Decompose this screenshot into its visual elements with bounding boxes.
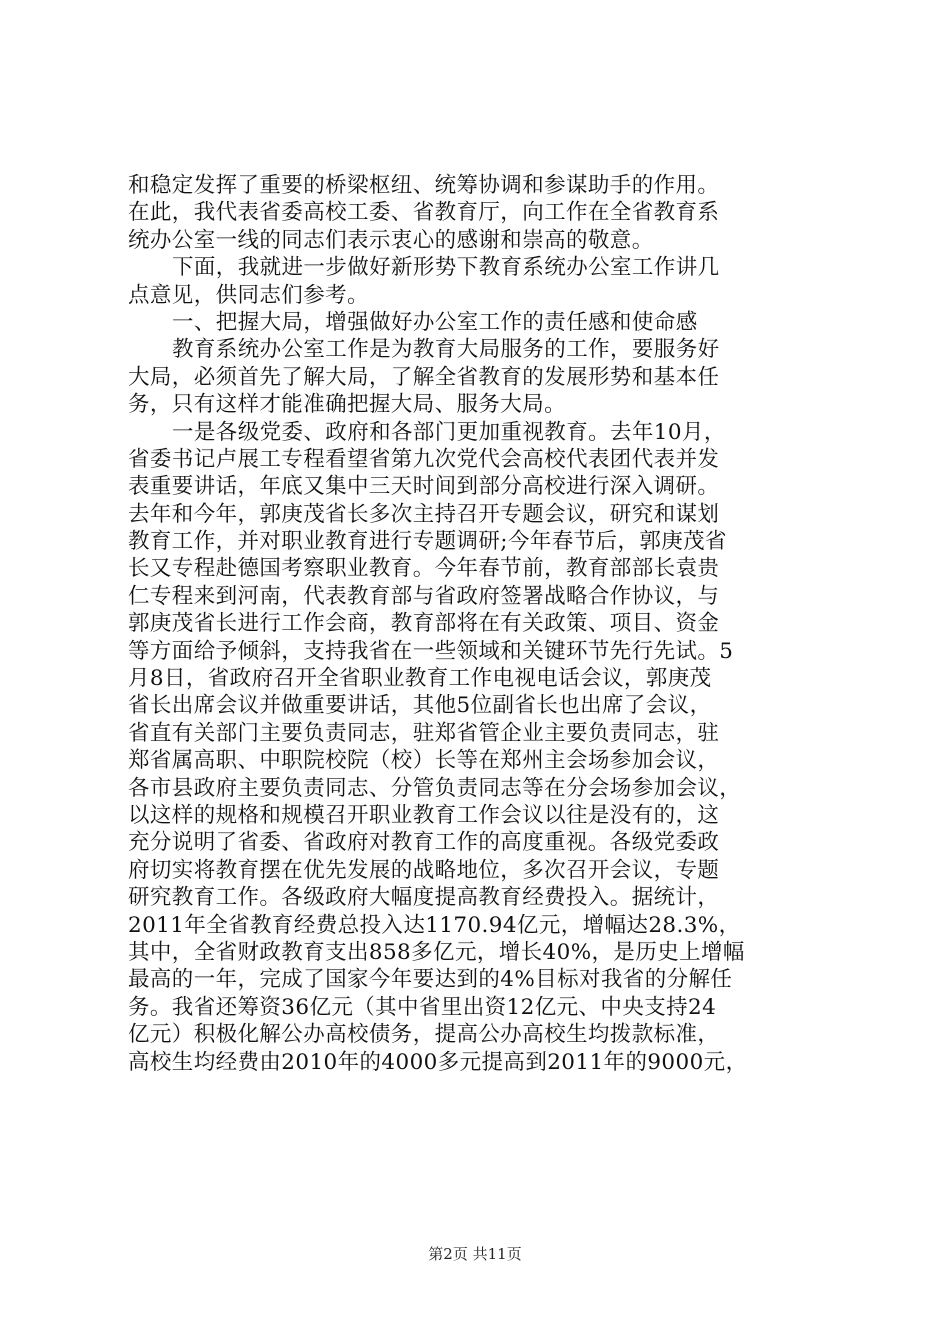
text-line: 2011年全省教育经费总投入达1170.94亿元，增幅达28.3%， bbox=[128, 912, 741, 938]
text-line: 各市县政府主要负责同志、分管负责同志等在分会场参加会议， bbox=[128, 775, 742, 801]
text-line: 其中，全省财政教育支出858多亿元，增长40%，是历史上增幅 bbox=[128, 939, 745, 965]
text-line: 务。我省还筹资36亿元（其中省里出资12亿元、中央支持24 bbox=[128, 994, 717, 1020]
text-line: 府切实将教育摆在优先发展的战略地位，多次召开会议，专题 bbox=[128, 857, 720, 883]
text-line: 表重要讲话，年底又集中三天时间到部分高校进行深入调研。 bbox=[128, 474, 720, 500]
text-line: 高校生均经费由2010年的4000多元提高到2011年的9000元， bbox=[128, 1049, 748, 1075]
text-line: 和稳定发挥了重要的桥梁枢纽、统筹协调和参谋助手的作用。 bbox=[128, 173, 720, 198]
text-line: 教育工作，并对职业教育进行专题调研;今年春节后，郭庚茂省 bbox=[128, 529, 727, 555]
text-line: 省委书记卢展工专程看望省第九次党代会高校代表团代表并发 bbox=[128, 446, 720, 472]
text-line: 统办公室一线的同志们表示衷心的感谢和崇高的敬意。 bbox=[128, 227, 654, 253]
text-line: 大局，必须首先了解大局，了解全省教育的发展形势和基本任 bbox=[128, 364, 720, 390]
text-line: 月8日，省政府召开全省职业教育工作电视电话会议，郭庚茂 bbox=[128, 666, 712, 692]
text-line: 等方面给予倾斜，支持我省在一些领域和关键环节先行先试。5 bbox=[128, 638, 734, 664]
section-heading: 一、把握大局，增强做好办公室工作的责任感和使命感 bbox=[172, 309, 698, 335]
text-line: 仁专程来到河南，代表教育部与省政府签署战略合作协议，与 bbox=[128, 583, 720, 609]
text-line: 研究教育工作。各级政府大幅度提高教育经费投入。据统计， bbox=[128, 885, 720, 911]
paragraph-first-line: 一是各级党委、政府和各部门更加重视教育。去年10月， bbox=[172, 419, 726, 445]
paragraph-first-line: 下面，我就进一步做好新形势下教育系统办公室工作讲几 bbox=[172, 255, 720, 281]
text-line: 以这样的规格和规模召开职业教育工作会议以往是没有的，这 bbox=[128, 802, 720, 828]
text-line: 务，只有这样才能准确把握大局、服务大局。 bbox=[128, 392, 567, 418]
text-line: 郭庚茂省长进行工作会商，教育部将在有关政策、项目、资金 bbox=[128, 611, 720, 637]
text-line: 在此，我代表省委高校工委、省教育厅，向工作在全省教育系 bbox=[128, 200, 720, 226]
text-line: 充分说明了省委、省政府对教育工作的高度重视。各级党委政 bbox=[128, 830, 720, 856]
paragraph-first-line: 教育系统办公室工作是为教育大局服务的工作，要服务好 bbox=[172, 337, 720, 363]
page-number-footer: 第2页 共11页 bbox=[428, 1245, 522, 1263]
text-line: 郑省属高职、中职院校院（校）长等在郑州主会场参加会议， bbox=[128, 748, 720, 774]
text-line: 省长出席会议并做重要讲话，其他5位副省长也出席了会议， bbox=[128, 693, 712, 719]
text-line: 去年和今年，郭庚茂省长多次主持召开专题会议，研究和谋划 bbox=[128, 501, 720, 527]
text-line: 亿元）积极化解公办高校债务，提高公办高校生均拨款标准， bbox=[128, 1022, 720, 1048]
text-line: 点意见，供同志们参考。 bbox=[128, 282, 369, 308]
document-body bbox=[128, 172, 833, 1076]
text-line: 省直有关部门主要负责同志，驻郑省管企业主要负责同志，驻 bbox=[128, 720, 720, 746]
text-line: 最高的一年，完成了国家今年要达到的4%目标对我省的分解任 bbox=[128, 967, 733, 993]
text-line: 长又专程赴德国考察职业教育。今年春节前，教育部部长袁贵 bbox=[128, 556, 720, 582]
